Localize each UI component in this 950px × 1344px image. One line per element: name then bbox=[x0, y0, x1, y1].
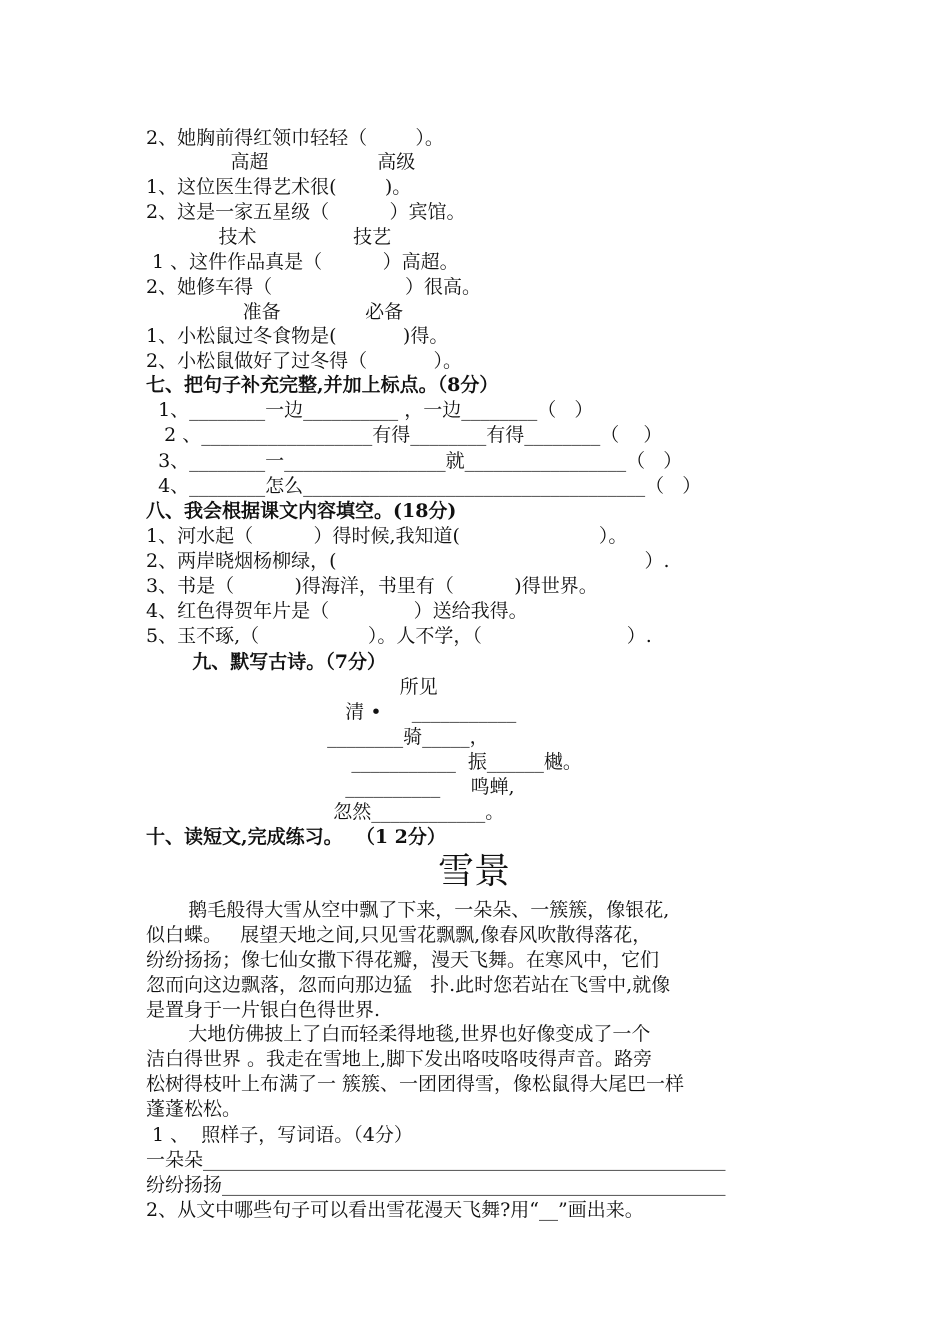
question-line: 4、红色得贺年片是（ ）送给我得。 bbox=[146, 600, 528, 622]
word-choice-line: 准备 必备 bbox=[146, 301, 404, 323]
fill-in-line: 2 、__________________有得________有得________（ ） bbox=[146, 424, 663, 446]
question-line: 2、两岸晓烟杨柳绿，( ）. bbox=[146, 550, 670, 572]
question-line: 2、这是一家五星级（ ）宾馆。 bbox=[146, 201, 466, 223]
word-choice-line: 技术 技艺 bbox=[146, 226, 392, 248]
fill-in-line: 3、________一_________________就_________________（ ） bbox=[146, 450, 683, 472]
question-line: 2、她修车得（ ）很高。 bbox=[146, 276, 481, 298]
paragraph-line: 大地仿佛披上了白而轻柔得地毯,世界也好像变成了一个 bbox=[146, 1023, 651, 1045]
paragraph-line: 纷纷扬扬；像七仙女撒下得花瓣，漫天飞舞。在寒风中，它们 bbox=[146, 949, 660, 971]
paragraph-line: 似白蝶。 展望天地之间,只见雪花飘飘,像春风吹散得落花， bbox=[146, 924, 652, 946]
paragraph-line: 蓬蓬松松。 bbox=[146, 1098, 242, 1120]
exercise-line: 1 、 照样子，写词语。（4分） bbox=[146, 1124, 413, 1146]
story-title: 雪景 bbox=[438, 851, 511, 892]
section-heading: 七、把句子补充完整,并加上标点。（8分） bbox=[146, 374, 499, 396]
question-line: 5、玉不琢,（ ）。人不学，（ ）. bbox=[146, 625, 652, 647]
exercise-line: 纷纷扬扬_____________________________________________________ bbox=[146, 1174, 726, 1196]
section-heading: 八、我会根据课文内容填空。(18分) bbox=[146, 500, 457, 522]
question-line: 2、小松鼠做好了过冬得（ ）。 bbox=[146, 350, 463, 372]
poem-line: ________骑_____， bbox=[146, 726, 489, 748]
word-choice-line: 高超 高级 bbox=[146, 151, 416, 173]
paragraph-line: 是置身于一片银白色得世界. bbox=[146, 999, 381, 1021]
poem-line: 忽然____________。 bbox=[146, 801, 505, 823]
question-line: 2、她胸前得红领巾轻轻（ ）。 bbox=[146, 127, 444, 149]
question-line: 1、河水起（ ）得时候,我知道( ）。 bbox=[146, 525, 628, 547]
section-heading: 十、读短文,完成练习。 （1 2分） bbox=[146, 826, 446, 848]
fill-in-line: 4、________怎么____________________________________（ ） bbox=[146, 475, 702, 497]
question-line: 1 、这件作品真是（ ）高超。 bbox=[146, 251, 459, 273]
section-heading: 九、默写古诗。（7分） bbox=[146, 651, 387, 673]
fill-in-line: 1、________一边__________ ，一边________（ ） bbox=[146, 399, 594, 421]
paragraph-line: 鹅毛般得大雪从空中飘了下来，一朵朵、一簇簇，像银花, bbox=[146, 899, 670, 921]
poem-title: 所见 bbox=[146, 676, 438, 698]
poem-line: __________ 鸣蝉, bbox=[146, 776, 515, 798]
paragraph-line: 洁白得世界 。我走在雪地上,脚下发出咯吱咯吱得声音。路旁 bbox=[146, 1048, 653, 1070]
question-line: 3、书是（ )得海洋，书里有（ )得世界。 bbox=[146, 575, 598, 597]
poem-line: 清 • ___________ bbox=[146, 701, 517, 723]
poem-line: ___________ 振______樾。 bbox=[146, 751, 582, 773]
exercise-line: 一朵朵_______________________________________________________ bbox=[146, 1149, 726, 1171]
question-line: 1、这位医生得艺术很( )。 bbox=[146, 176, 412, 198]
question-line: 1、小松鼠过冬食物是( )得。 bbox=[146, 325, 449, 347]
paragraph-line: 忽而向这边飘落，忽而向那边猛 扑.此时您若站在飞雪中,就像 bbox=[146, 974, 671, 996]
paragraph-line: 松树得枝叶上布满了一 簇簇、一团团得雪，像松鼠得大尾巴一样 bbox=[146, 1073, 685, 1095]
exercise-line: 2、从文中哪些句子可以看出雪花漫天飞舞?用“__”画出来。 bbox=[146, 1199, 644, 1221]
